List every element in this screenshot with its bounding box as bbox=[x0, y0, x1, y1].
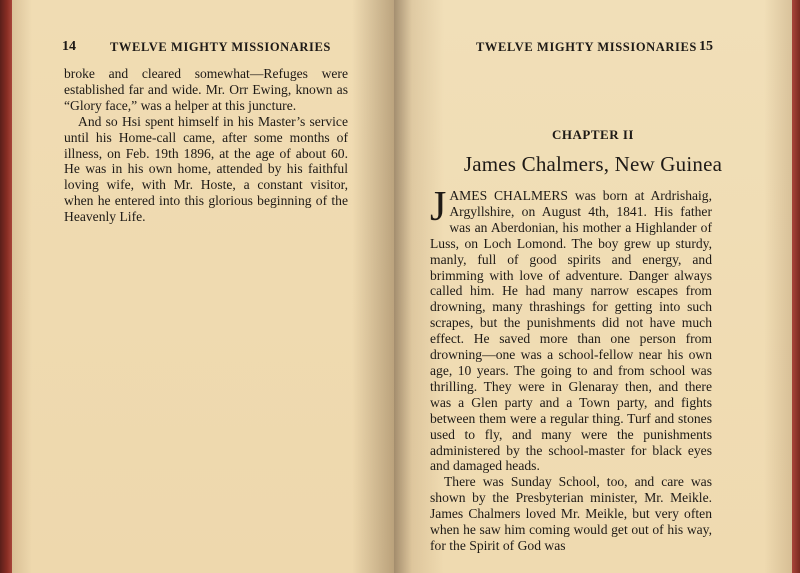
drop-cap: J bbox=[430, 184, 447, 230]
left-paragraph-2: And so Hsi spent himself in his Master’s service until his Home-call came, after some months of illness, on Feb. 19th 1896, at the age of about 60. He was in his own home, attended by his faithful loving wife, with Mr. Hoste, a constant visitor, when he entered into this glorious beginning of the Heavenly Life. bbox=[64, 113, 348, 225]
left-body-text bbox=[64, 66, 348, 225]
right-running-head: TWELVE MIGHTY MISSIONARIES bbox=[476, 40, 697, 54]
right-paragraph-1-text: AMES CHALMERS was born at Ardrishaig, Argyllshire, on August 4th, 1841. His father was an Aberdonian, his mother a Highlander of Luss, on Loch Lomond. The boy grew up sturdy, manly, full of good spirits and energy, and brimming with love of adventure. Danger always called him. He had many narrow escapes from drowning, many thrashings for getting into such scrapes, but the punishments did not have much effect. He saved more than one person from drowning—one was a school-fellow near his own age, 10 years. The going to and from school was thrilling. They were in Glenaray then, and there was a Glen party and a Town party, and fights between them were a regular thing. Turf and stones used to fly, and many were the punishments administered by the school-master for black eyes and damaged heads. bbox=[430, 188, 712, 474]
chapter-label: CHAPTER II bbox=[552, 127, 634, 142]
left-page-number: 14 bbox=[62, 39, 76, 54]
left-paragraph-1: broke and cleared somewhat—Refuges were established far and wide. Mr. Orr Ewing, known as “Glory face,” was a helper at this juncture. bbox=[64, 66, 348, 113]
right-page-number: 15 bbox=[699, 39, 713, 54]
right-paragraph-2: There was Sunday School, too, and care was shown by the Presbyterian minister, Mr. Meikle. James Chalmers loved Mr. Meikle, but very often when he saw him coming would get out of his way, for the Spirit of God was bbox=[430, 474, 712, 553]
right-paragraph-1 bbox=[430, 184, 712, 474]
right-page bbox=[394, 0, 792, 573]
left-page bbox=[12, 0, 394, 573]
book-cover-edge-left bbox=[0, 0, 12, 573]
book-cover-edge-right bbox=[792, 0, 800, 573]
left-running-head: TWELVE MIGHTY MISSIONARIES bbox=[110, 40, 331, 54]
chapter-title: James Chalmers, New Guinea bbox=[463, 152, 723, 176]
right-body-text bbox=[430, 184, 712, 554]
